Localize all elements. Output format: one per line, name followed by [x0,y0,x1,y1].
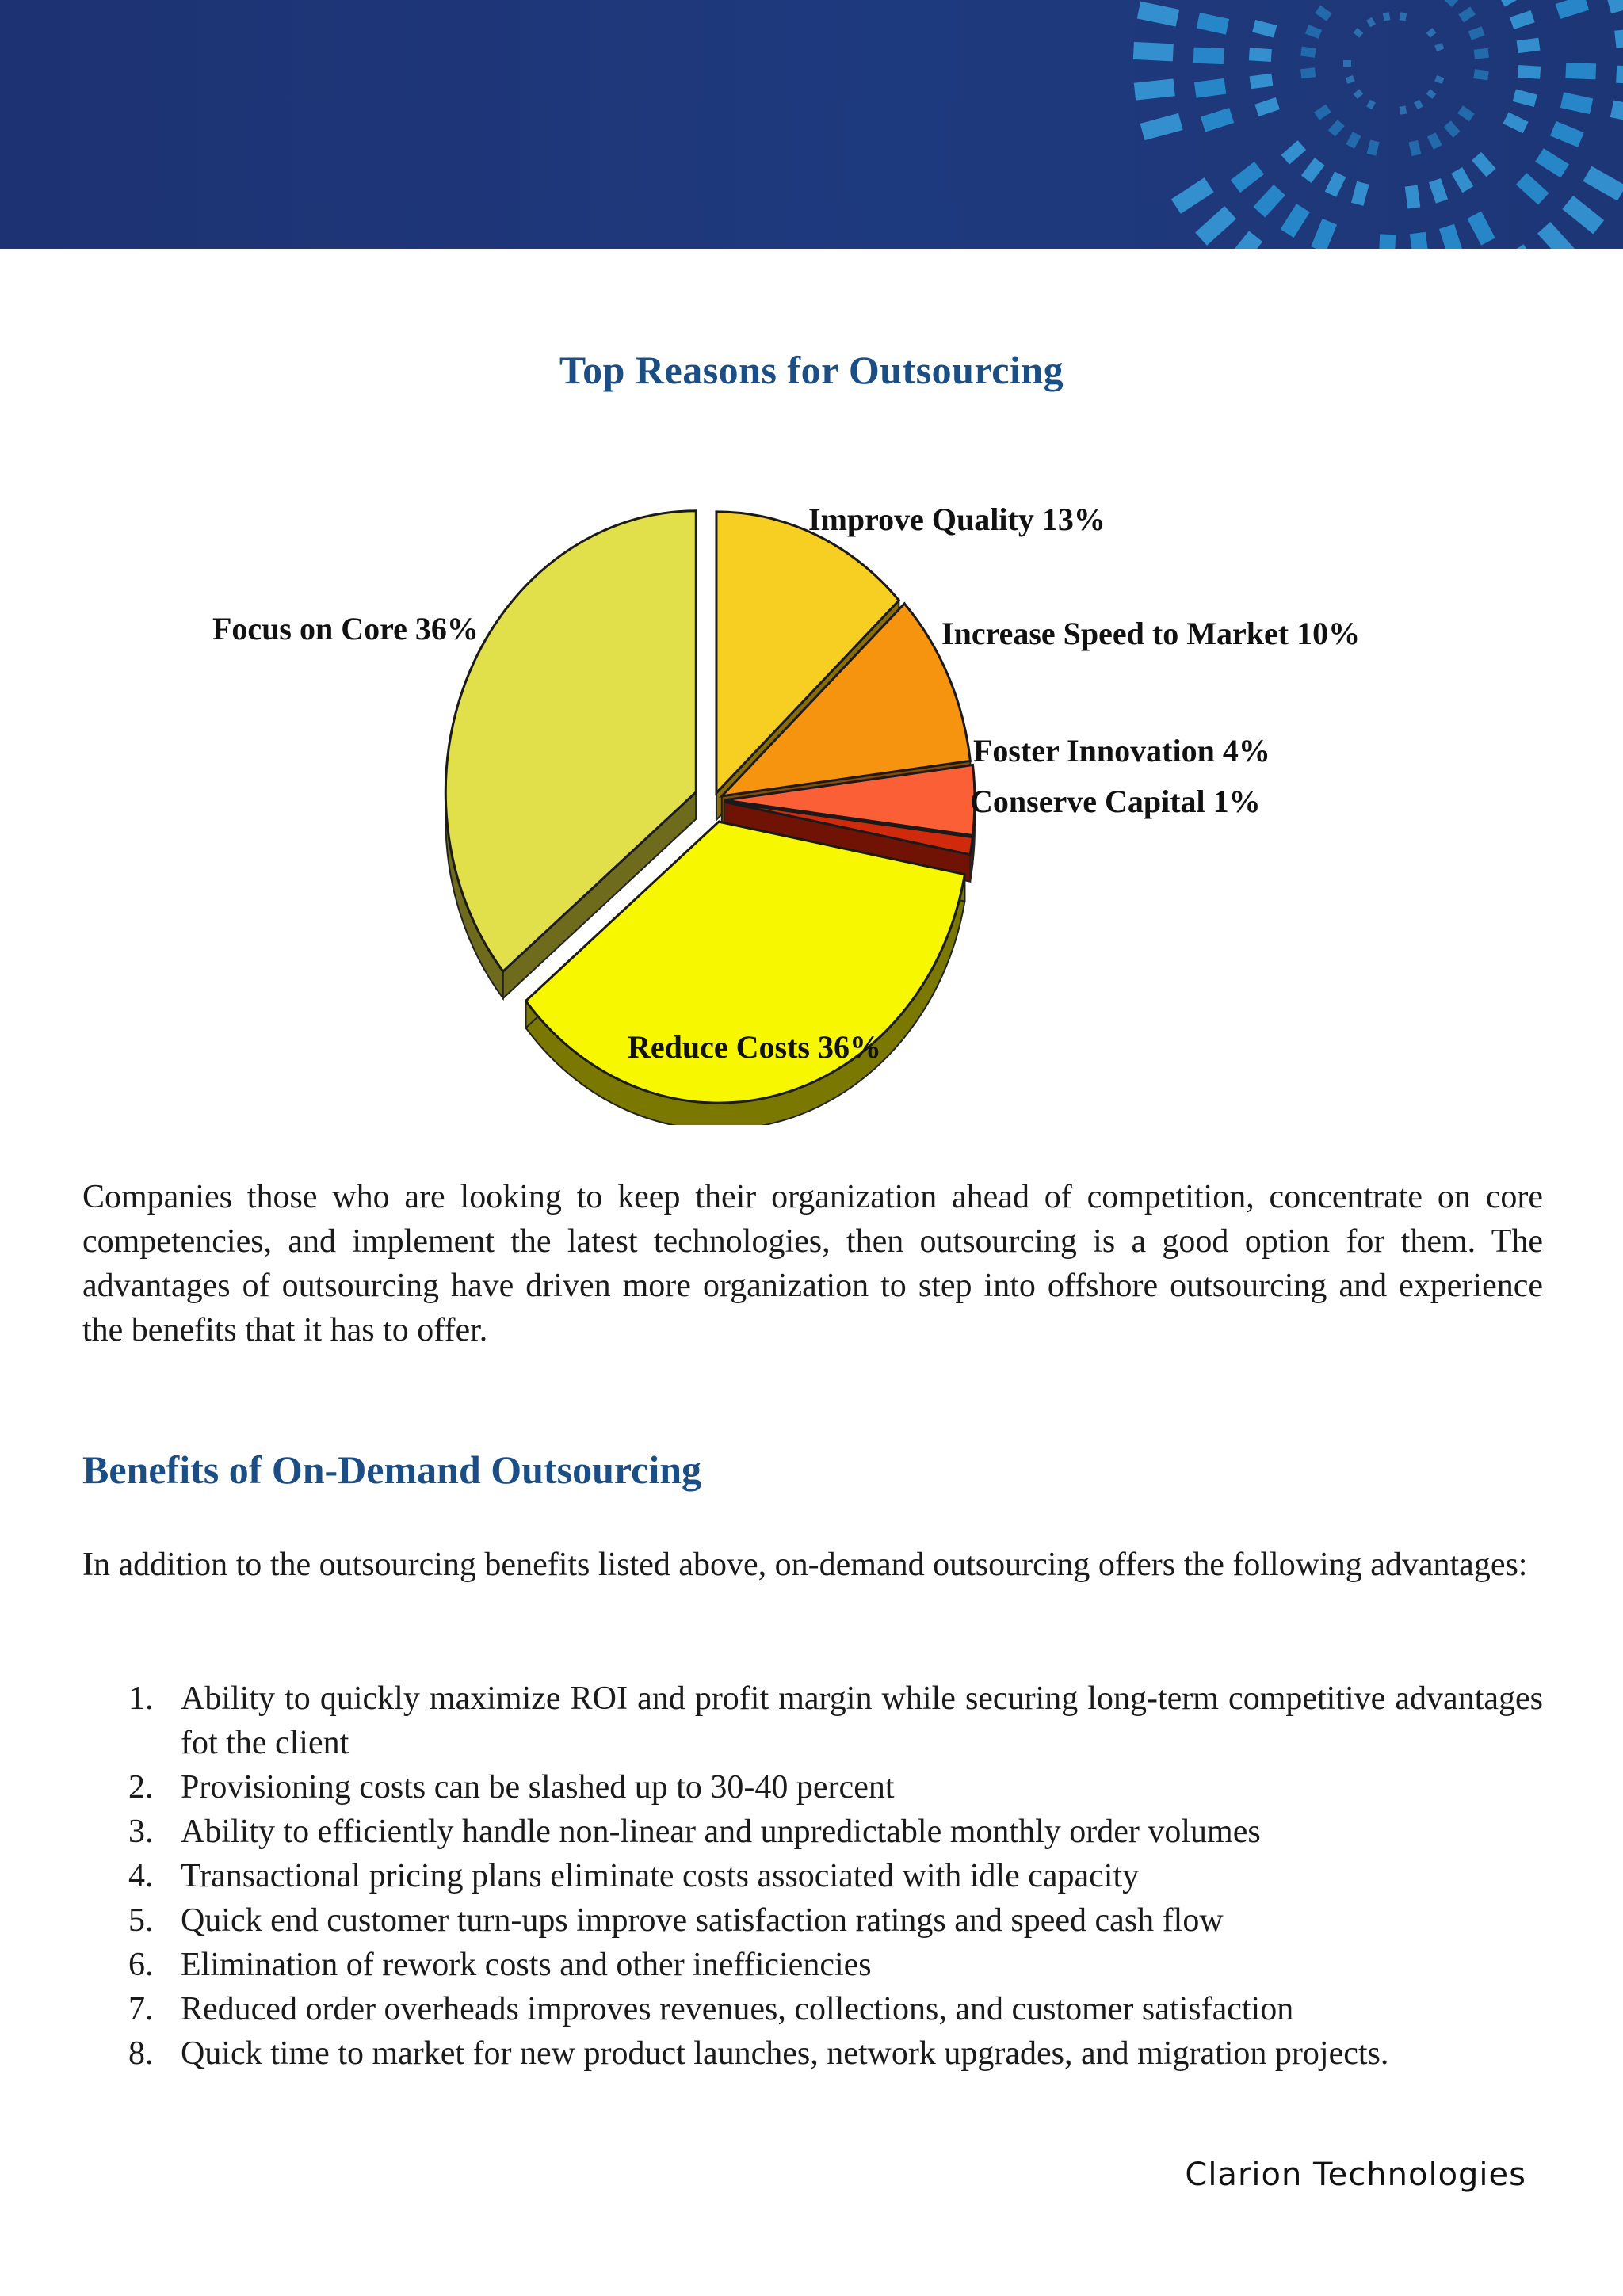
pie-tops [445,511,975,1103]
pie-chart [0,0,1623,1125]
list-item-text: Quick end customer turn-ups improve satisfaction ratings and speed cash flow [181,1902,1224,1939]
intro-paragraph: Companies those who are looking to keep their organization ahead of competition, concentrate on core competencies, and implement the latest technologies, then outsourcing is a good option for them. The advantages of outsourcing have driven more organization to step into offshore outsourcing and experience the benefits that it has to offer. [82,1179,1543,1348]
list-item [82,1810,1543,1854]
list-number: 7. [128,1991,154,2027]
slice-label-increase-speed: Increase Speed to Market 10% [941,616,1361,651]
list-number: 6. [128,1947,154,1983]
list-item [82,1765,1543,1810]
list-item [82,1987,1543,2031]
list-number: 4. [128,1858,154,1894]
slice-label-focus-on-core: Focus on Core 36% [212,611,479,646]
list-item [82,1943,1543,1987]
section-heading: Benefits of On-Demand Outsourcing [82,1447,702,1492]
chart-title: Top Reasons for Outsourcing [559,348,1064,392]
list-item-text: Provisioning costs can be slashed up to 30-40 percent [181,1769,895,1806]
list-number: 5. [128,1902,154,1939]
list-item-text: Reduced order overheads improves revenues, collections, and customer satisfaction [181,1991,1294,2027]
list-item [82,1898,1543,1943]
list-item-text: Ability to quickly maximize ROI and profit margin while securing long-term competitive advantages fot the client [181,1680,1543,1761]
list-number: 3. [128,1814,154,1850]
slice-label-conserve-capital: Conserve Capital 1% [970,784,1261,819]
list-item-text: Transactional pricing plans eliminate costs associated with idle capacity [181,1858,1140,1894]
list-item [82,1676,1543,1765]
slice-label-improve-quality: Improve Quality 13% [808,502,1106,537]
footer-brand: Clarion Technologies [1185,2157,1526,2193]
list-item-text: Quick time to market for new product launches, network upgrades, and migration projects. [181,2035,1389,2072]
list-item [82,2031,1543,2076]
pie-svg [0,0,1623,1125]
slice-label-reduce-costs: Reduce Costs 36% [628,1029,881,1065]
benefits-list [82,1676,1543,2076]
list-number: 8. [128,2035,154,2072]
list-number: 1. [128,1680,154,1717]
list-item-text: Ability to efficiently handle non-linear and unpredictable monthly order volumes [181,1814,1261,1850]
list-item [82,1854,1543,1898]
list-number: 2. [128,1769,154,1806]
slice-label-foster-innovation: Foster Innovation 4% [973,733,1270,769]
benefits-lead-paragraph: In addition to the outsourcing benefits listed above, on-demand outsourcing offers the following advantages: [82,1547,1528,1583]
list-item-text: Elimination of rework costs and other inefficiencies [181,1947,872,1983]
